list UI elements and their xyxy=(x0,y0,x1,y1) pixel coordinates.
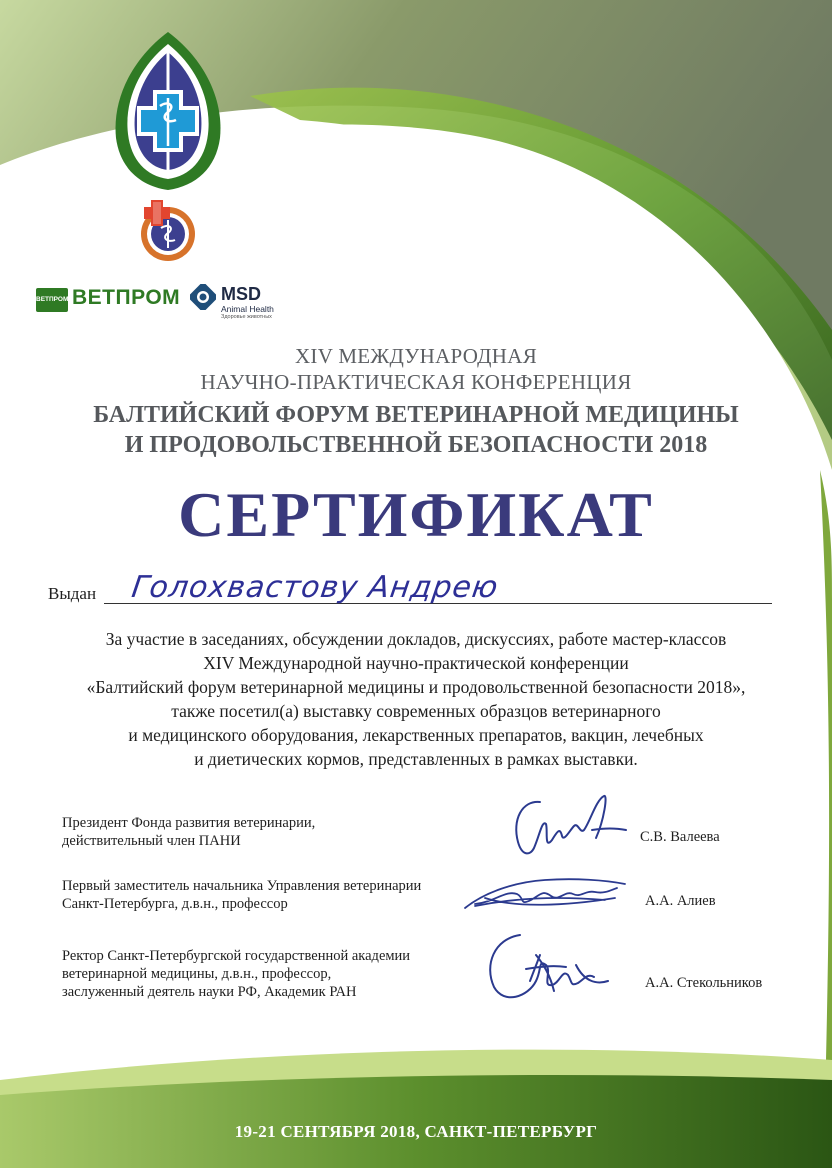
event-date-location: 19-21 СЕНТЯБРЯ 2018, САНКТ-ПЕТЕРБУРГ xyxy=(234,1122,598,1141)
vetprom-name: ВЕТПРОМ xyxy=(72,286,181,309)
signatory-1-title: Президент Фонда развития ветеринарии, действительный член ПАНИ xyxy=(62,815,316,849)
issued-label: Выдан xyxy=(48,584,97,603)
certificate-body xyxy=(30,627,802,771)
signature-1 xyxy=(500,790,630,870)
vetprom-badge: ВЕТПРОМ xyxy=(36,288,68,312)
small-cross-seal-icon xyxy=(137,198,199,264)
body-line: и диетических кормов, представленных в рамках выставки. xyxy=(194,749,638,769)
signatory-2-name: А.А. Алиев xyxy=(645,893,716,909)
vetprom-logo xyxy=(36,286,181,316)
msd-name: MSD xyxy=(221,284,261,304)
signature-3 xyxy=(480,925,620,1015)
signature-2 xyxy=(455,868,635,920)
msd-sub: Animal Health xyxy=(221,304,274,314)
signatory-2-title: Первый заместитель начальника Управления ветеринарии Санкт-Петербурга, д.в.н., профессор xyxy=(62,878,422,912)
certificate-title: СЕРТИФИКАТ xyxy=(178,479,654,550)
signatory-3-name: А.А. Стекольников xyxy=(645,975,763,991)
recipient-name: Голохвастову Андрею xyxy=(129,570,501,605)
body-line: также посетил(а) выставку современных образцов ветеринарного xyxy=(171,701,661,721)
heading-line-1: XIV МЕЖДУНАРОДНАЯ xyxy=(294,344,538,368)
signatory-3-title: Ректор Санкт-Петербургской государственной академии ветеринарной медицины, д.в.н., профессор, заслуженный деятель науки РФ, Академик РАН xyxy=(62,948,411,1000)
body-line: «Балтийский форум ветеринарной медицины и продовольственной безопасности 2018», xyxy=(86,677,746,697)
msd-tagline: Здоровье животных xyxy=(221,314,272,320)
body-line: За участие в заседаниях, обсуждении докладов, дискуссиях, работе мастер-классов xyxy=(105,629,727,649)
msd-icon xyxy=(190,284,216,310)
heading-line-2: НАУЧНО-ПРАКТИЧЕСКАЯ КОНФЕРЕНЦИЯ xyxy=(200,370,632,394)
signatory-1-name: С.В. Валеева xyxy=(640,829,720,845)
heading-line-3: БАЛТИЙСКИЙ ФОРУМ ВЕТЕРИНАРНОЙ МЕДИЦИНЫ xyxy=(93,402,739,428)
heading-line-4: И ПРОДОВОЛЬСТВЕННОЙ БЕЗОПАСНОСТИ 2018 xyxy=(124,432,708,458)
body-line: XIV Международной научно-практической конференции xyxy=(203,653,629,673)
body-line: и медицинского оборудования, лекарственных препаратов, вакцин, лечебных xyxy=(128,725,704,745)
leaf-cross-emblem xyxy=(108,28,228,194)
msd-logo xyxy=(190,280,310,320)
